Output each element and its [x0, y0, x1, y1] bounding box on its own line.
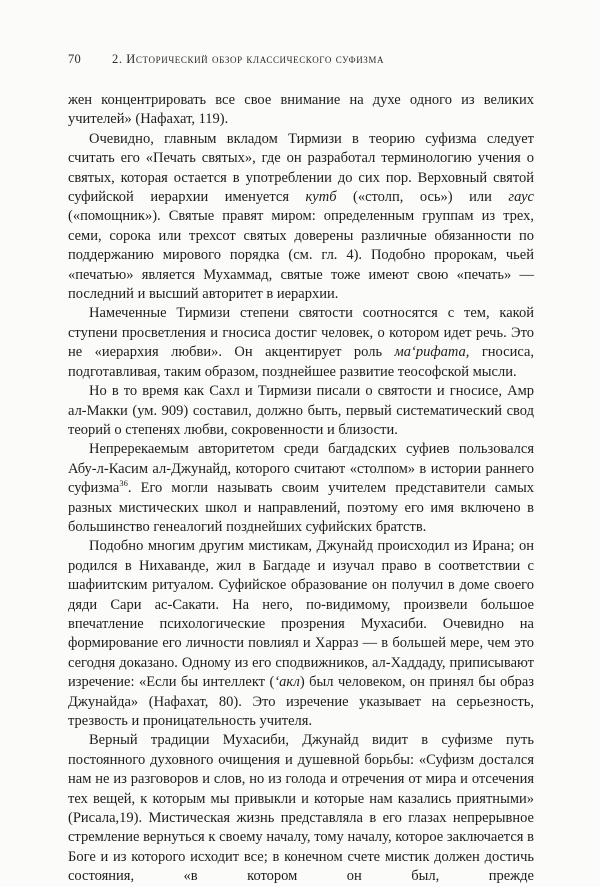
text-run: Подобно многим другим мистикам, Джунайд происходил из Ирана; он родился в Нихаванде, жил в Багдаде и изучал право в соответствии с шафиитским ритуалом. Суфийское образование он получил в доме своего дяди Сари ас-Сакати. На него, по-видимому, произвели большое впечатление психологические прозрения Мухасиби. Очевидно на формирование его личности повлиял и Харраз — в большей мере, чем это сегодня доказано. Одному из его сподвижников, ал-Хаддаду, приписывают изречение: «Если бы интеллект ( [68, 538, 534, 691]
text-run: («столп, ось») или [336, 189, 509, 206]
paragraph [68, 537, 534, 731]
paragraph [68, 382, 534, 440]
chapter-title: 2. Исторический обзор классического суфизма [112, 52, 385, 66]
text-run: Очевидно, главным вкладом Тирмизи в теорию суфизма следует считать его «Печать святых», где он разработал терминологию учения о святых, которая остается в употреблении до сих пор. Верховный святой суфийской иерархии именуется [68, 130, 534, 206]
text-run: ) был человеком, он принял бы образ Джунайда» (Нафахат, 80). Это изречение указывает на серьезность, трезвость и проницательность учителя. [68, 674, 534, 729]
italic-term: гаус [508, 189, 534, 206]
text-run: гносиса, подготавливая, таким образом, позднейшее развитие теософской мысли. [68, 344, 535, 380]
text-run: Непререкаемым авторитетом среди багдадских суфиев пользовался Абу-л-Касим ал-Джунайд, которого считают «столпом» в истории раннего суфизма [68, 441, 534, 497]
paragraph [68, 91, 534, 130]
paragraph [68, 440, 534, 537]
footnote-ref: 36 [119, 478, 128, 489]
body-text [68, 91, 534, 887]
running-head [68, 52, 532, 67]
italic-term: ма‘рифата, [394, 344, 470, 361]
page-number: 70 [68, 52, 81, 66]
text-run: жен концентрировать все свое внимание на духе одного из великих учителей» (Нафахат, 119). [68, 92, 534, 128]
paragraph [68, 130, 534, 305]
text-run: Намеченные Тирмизи степени святости соотносятся с тем, какой ступени просветления и гносиса достиг человек, о котором идет речь. Это не «иерархия любви». Он акцентирует роль [68, 305, 534, 361]
text-run: Но в то время как Сахл и Тирмизи писали о святости и гносисе, Амр ал-Макки (ум. 909) составил, должно быть, первый систематический свод теорий о степенях любви, сокровенности и близости. [68, 383, 534, 438]
italic-term: ‘акл [274, 674, 300, 691]
italic-term: кутб [305, 189, 337, 206]
paragraph [68, 304, 534, 382]
text-run: . Его могли называть своим учителем представители самых разных мистических школ и направлений, поэтому его имя включено в большинство генеалогий позднейших суфийских братств. [68, 480, 534, 535]
text-run: Верный традиции Мухасиби, Джунайд видит в суфизме путь постоянного духовного очищения и душевной борьбы: «Суфизм достался нам не из разговоров и слов, но из голода и отречения от мира и отсечения тех вещей, к которым мы привыкли и которые нам казались приятными» (Рисала,19). Мистическая жизнь представляла в его глазах непрерывное стремление вернуться к своему началу, тому началу, которое заключается в Боге и из которого исходит все; в конечном счете мистик должен достичь состояния, «в котором он был, прежде [68, 732, 534, 885]
text-run: («помощник»). Святые правят миром: определенным группам из трех, семи, сорока или трехсот святых доверены различные обязанности по поддержанию мирового порядка (см. гл. 4). Подобно пророкам, чьей «печатью» является Мухаммад, святые тоже имеют свою «печать» — последний и высший авторитет в иерархии. [68, 208, 534, 303]
paragraph [68, 731, 534, 886]
